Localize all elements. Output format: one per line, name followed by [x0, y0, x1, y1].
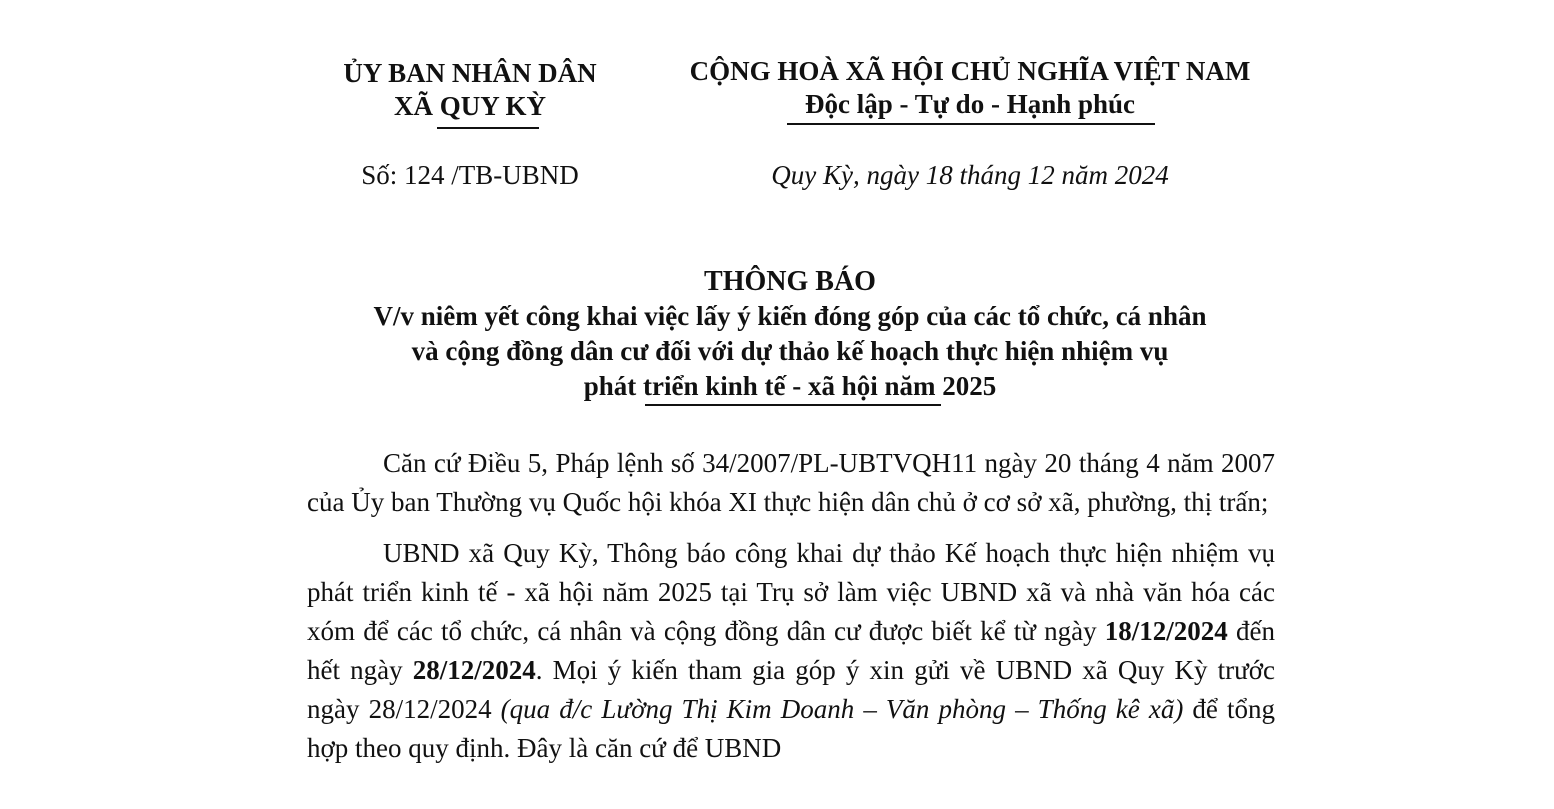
document-title — [290, 264, 1290, 404]
notice-text-a: UBND xã Quy Kỳ, Thông báo công khai dự thảo Kế hoạch thực hiện nhiệm vụ phát triển kinh tế - xã hội năm 2025 tại Trụ sở làm việc UBND xã và nhà văn hóa các xóm để các tổ chức, cá nhân và cộng đồng dân cư được biết kể từ ngày — [307, 538, 1275, 646]
document-body — [307, 444, 1275, 780]
notice-text-d: để tổng hợp theo quy định. Đây là căn cứ để UBND — [307, 694, 1275, 763]
agency-underline — [437, 127, 539, 129]
notice-text-c: . Mọi ý kiến tham gia góp ý xin gửi về UBND xã Quy Kỳ trước ngày 28/12/2024 — [307, 655, 1275, 724]
notice-date-to: 28/12/2024 — [412, 655, 536, 685]
title-underline — [645, 404, 941, 406]
nation-line-1: CỘNG HOÀ XÃ HỘI CHỦ NGHĨA VIỆT NAM — [689, 56, 1251, 86]
agency-line-1: ỦY BAN NHÂN DÂN — [343, 58, 597, 88]
title-main: THÔNG BÁO — [704, 266, 876, 297]
national-header — [660, 55, 1280, 121]
paragraph-legal-basis: Căn cứ Điều 5, Pháp lệnh số 34/2007/PL-UBTVQH11 ngày 20 tháng 4 năm 2007 của Ủy ban Thường vụ Quốc hội khóa XI thực hiện dân chủ ở cơ sở xã, phường, thị trấn; — [307, 448, 1275, 517]
notice-contact: (qua đ/c Lường Thị Kim Doanh – Văn phòng – Thống kê xã) — [500, 694, 1184, 724]
title-subject-line-1: V/v niêm yết công khai việc lấy ý kiến đóng góp của các tổ chức, cá nhân — [373, 301, 1207, 331]
issuing-agency — [300, 57, 640, 123]
motto-underline — [787, 123, 1155, 125]
paragraph-notice — [307, 534, 1275, 768]
title-subject-line-3: phát triển kinh tế - xã hội năm 2025 — [583, 371, 997, 401]
notice-date-from: 18/12/2024 — [1104, 616, 1228, 646]
nation-motto: Độc lập - Tự do - Hạnh phúc — [804, 89, 1136, 119]
title-subject-line-2: và cộng đồng dân cư đối với dự thảo kế hoạch thực hiện nhiệm vụ — [411, 336, 1169, 366]
document-number: Số: 124 /TB-UBND — [361, 160, 579, 190]
notice-text-b: đến hết ngày — [307, 616, 1276, 685]
place-and-date: Quy Kỳ, ngày 18 tháng 12 năm 2024 — [771, 160, 1169, 190]
agency-line-2: XÃ QUY KỲ — [394, 91, 546, 121]
